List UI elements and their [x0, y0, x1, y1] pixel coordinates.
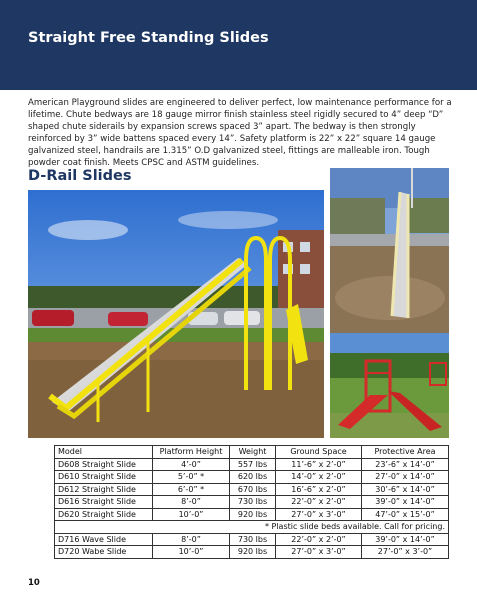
cell-protective-area: 39’-0” x 14’-0” — [362, 533, 449, 546]
cell-ground-space: 22’-0” x 2’-0” — [276, 533, 362, 546]
cell-protective-area: 30’-6” x 14’-0” — [362, 483, 449, 496]
table-note-row — [55, 521, 449, 534]
cell-weight: 730 lbs — [230, 533, 276, 546]
cell-model: D610 Straight Slide — [55, 471, 153, 484]
header-weight: Weight — [230, 446, 276, 459]
cell-weight: 920 lbs — [230, 508, 276, 521]
cell-protective-area: 27’-0” x 14’-0” — [362, 471, 449, 484]
spec-table — [54, 445, 449, 559]
table-row — [55, 471, 449, 484]
cell-ground-space: 14’-0” x 2’-0” — [276, 471, 362, 484]
cell-ground-space: 27’-0” x 3’-0” — [276, 508, 362, 521]
cell-ground-space: 16’-6” x 2’-0” — [276, 483, 362, 496]
cell-protective-area: 23’-6” x 14’-0” — [362, 458, 449, 471]
cell-protective-area: 27’-0” x 3’-0” — [362, 546, 449, 559]
cell-weight: 557 lbs — [230, 458, 276, 471]
photo-yellow-slide — [28, 190, 324, 438]
header-model: Model — [55, 446, 153, 459]
photo-red-slide — [330, 333, 449, 438]
cell-model: D612 Straight Slide — [55, 483, 153, 496]
header-banner — [0, 0, 477, 90]
table-row — [55, 496, 449, 509]
cell-model: D720 Wabe Slide — [55, 546, 153, 559]
cell-weight: 670 lbs — [230, 483, 276, 496]
table-row — [55, 458, 449, 471]
cell-model: D620 Straight Slide — [55, 508, 153, 521]
page-number: 10 — [28, 578, 40, 588]
table-row — [55, 533, 449, 546]
cell-platform-height: 8’-0” — [153, 533, 230, 546]
table-row — [55, 508, 449, 521]
section-title: D-Rail Slides — [28, 168, 132, 184]
cell-ground-space: 27’-0” x 3’-0” — [276, 546, 362, 559]
cell-model: D616 Straight Slide — [55, 496, 153, 509]
page-title: Straight Free Standing Slides — [28, 30, 269, 46]
cell-weight: 620 lbs — [230, 471, 276, 484]
cell-platform-height: 6’-0” * — [153, 483, 230, 496]
cell-model: D608 Straight Slide — [55, 458, 153, 471]
photo-steel-slide — [330, 168, 449, 333]
intro-paragraph: American Playground slides are engineered to deliver perfect, low maintenance performance for a lifetime. Chute bedways are 18 gauge mirror finish stainless steel rigidly secured to 4” deep “D” shaped chute siderails by expansion screws spaced 3” apart. The bedway is then strongly reinforced by 3” wide battens spaced every 14”. Safety platform is 22” x 22” square 14 gauge galvanized steel, handrails are 1.315” O.D galvanized steel, fittings are malleable iron. Tough powder coat finish. Meets CPSC and ASTM guidelines. — [28, 98, 452, 168]
plastic-bed-note: * Plastic slide beds available. Call for pricing. — [55, 521, 449, 534]
cell-platform-height: 10’-0” — [153, 546, 230, 559]
cell-protective-area: 47’-0” x 15’-0” — [362, 508, 449, 521]
table-header-row — [55, 446, 449, 459]
cell-platform-height: 5’-0” * — [153, 471, 230, 484]
table-row — [55, 483, 449, 496]
cell-protective-area: 39’-0” x 14’-0” — [362, 496, 449, 509]
table-row — [55, 546, 449, 559]
header-ground-space: Ground Space — [276, 446, 362, 459]
cell-model: D716 Wave Slide — [55, 533, 153, 546]
cell-weight: 920 lbs — [230, 546, 276, 559]
cell-ground-space: 22’-0” x 2’-0” — [276, 496, 362, 509]
header-platform-height: Platform Height — [153, 446, 230, 459]
header-protective-area: Protective Area — [362, 446, 449, 459]
cell-platform-height: 8’-0” — [153, 496, 230, 509]
cell-weight: 730 lbs — [230, 496, 276, 509]
cell-platform-height: 10’-0” — [153, 508, 230, 521]
cell-ground-space: 11’-6” x 2’-0” — [276, 458, 362, 471]
cell-platform-height: 4’-0” — [153, 458, 230, 471]
